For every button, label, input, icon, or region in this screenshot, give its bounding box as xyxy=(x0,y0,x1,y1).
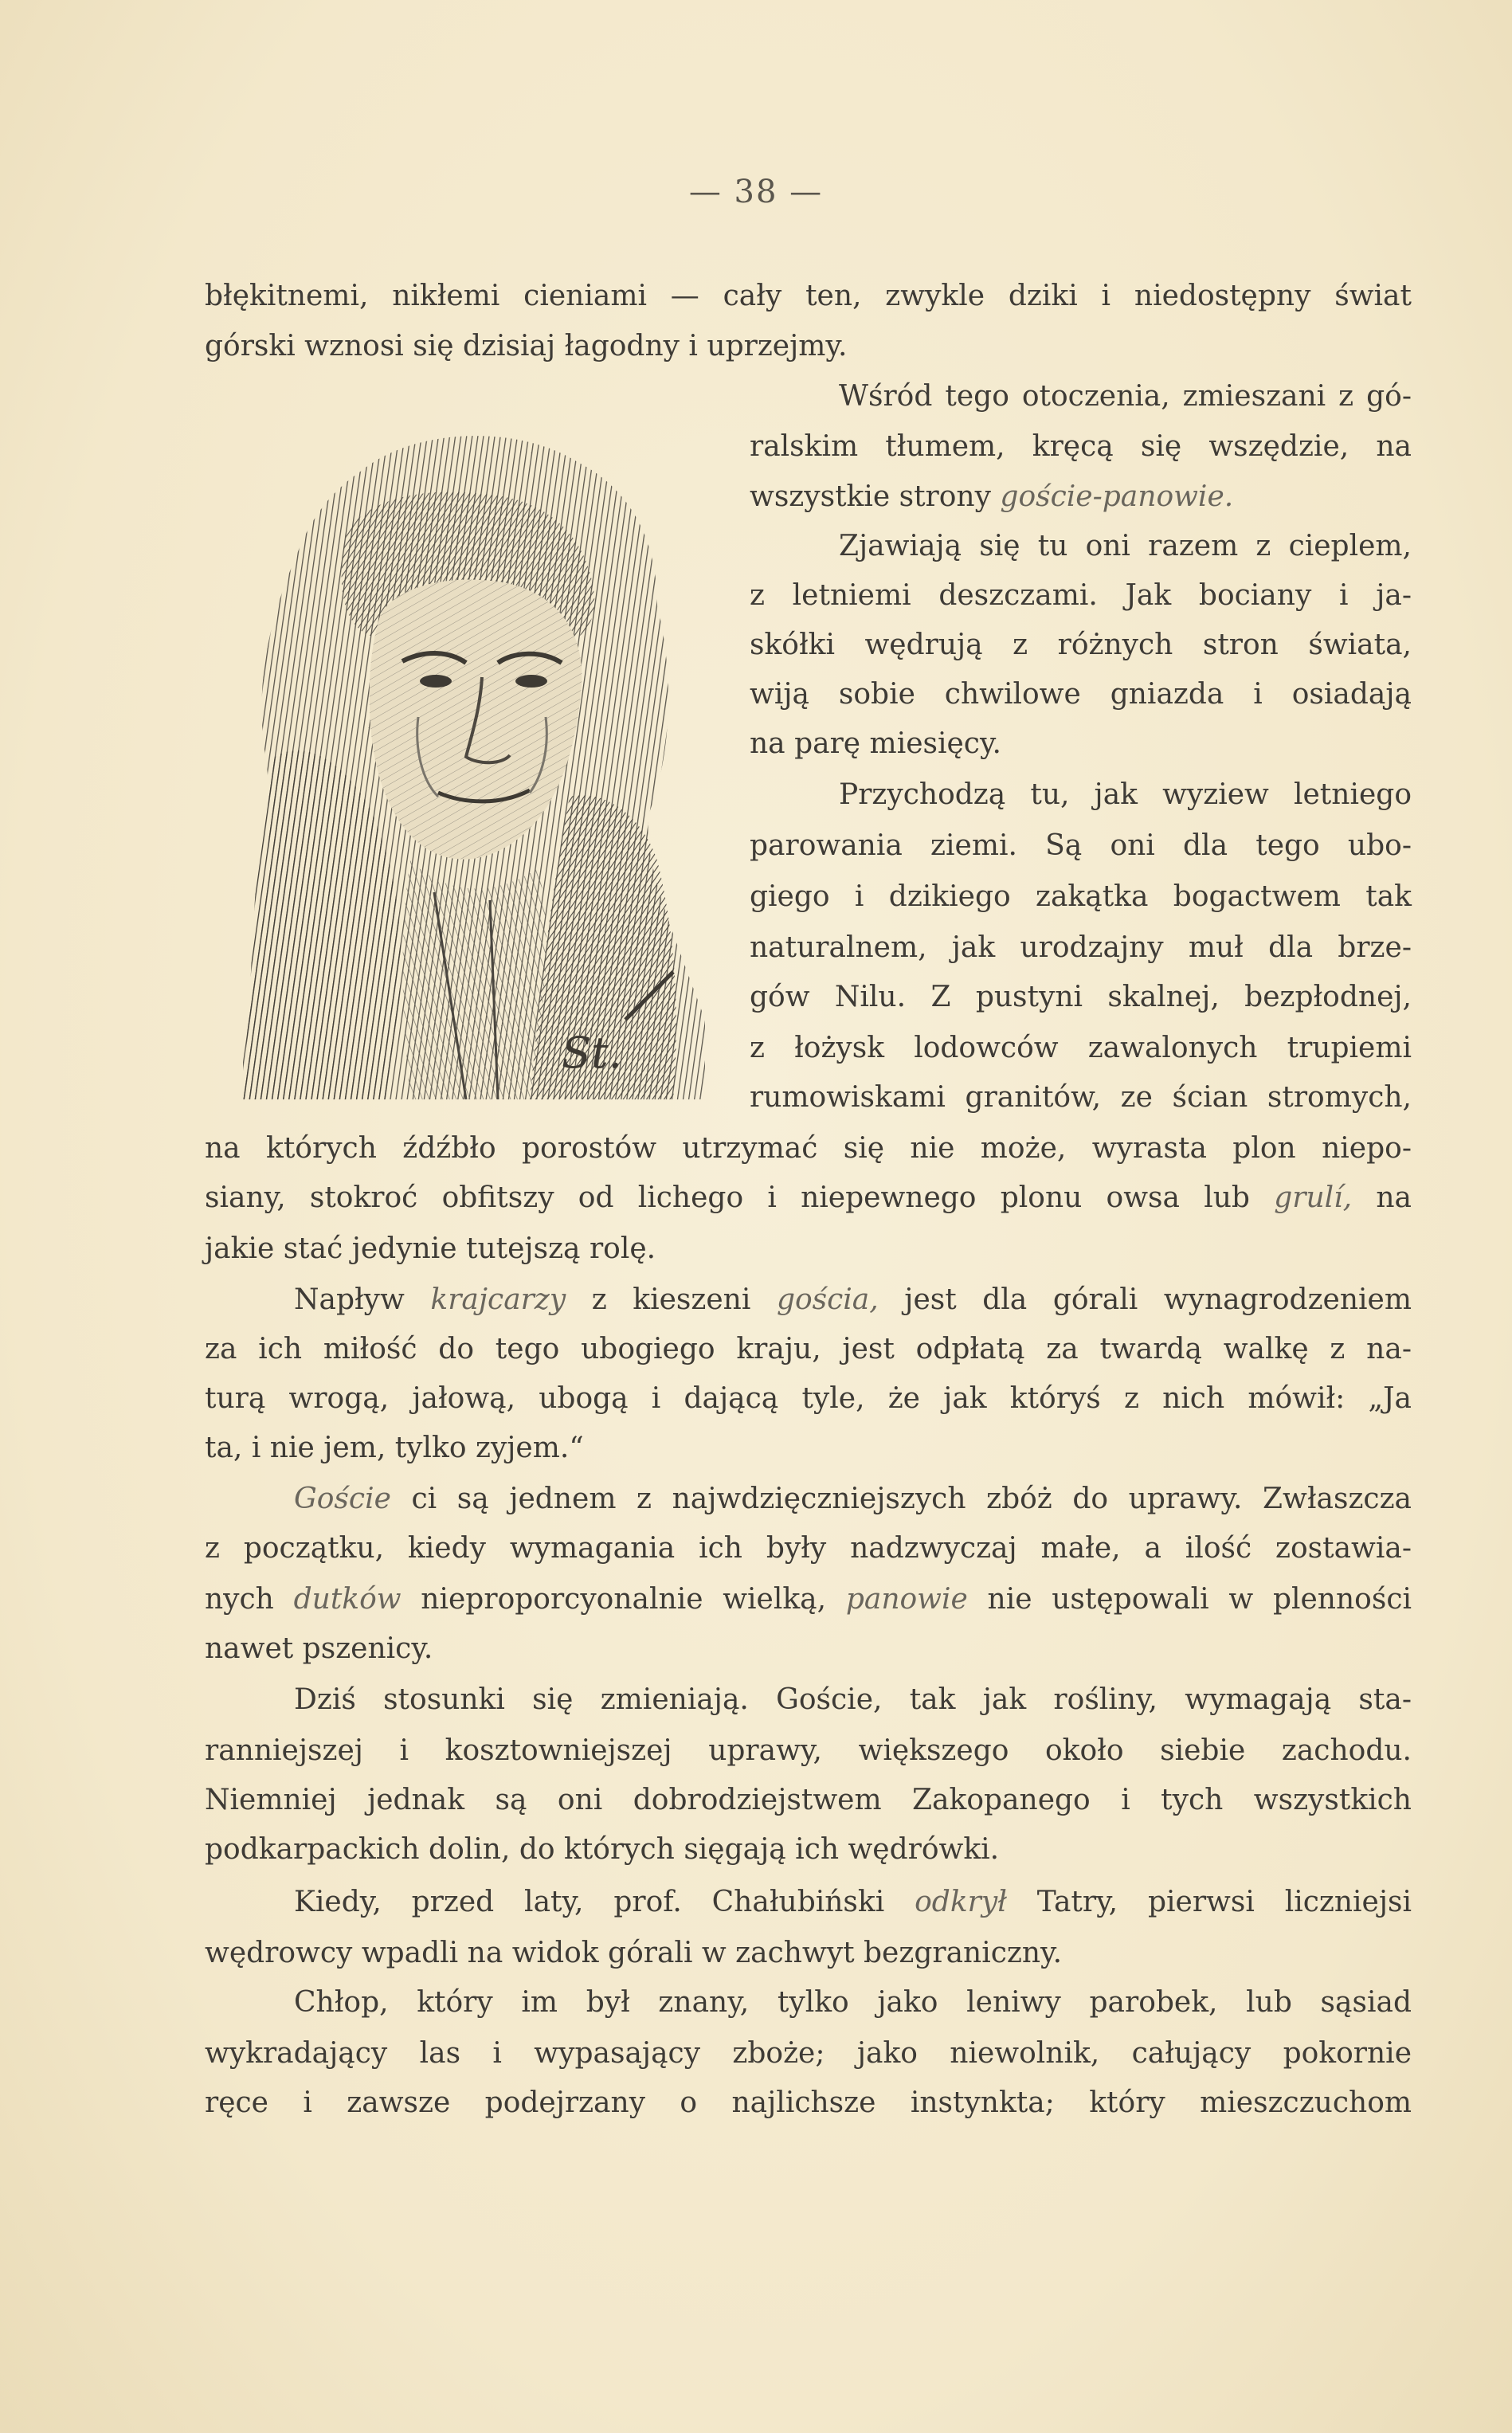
text-segment: nie ustępowali w plenności xyxy=(967,1583,1412,1616)
italic-text: gościa, xyxy=(776,1283,879,1316)
text-segment: ręce i zawsze podejrzany o najlichsze instynkta; który mieszczuchom xyxy=(205,2086,1412,2119)
text-segment: parowania ziemi. Są oni dla tego ubo- xyxy=(750,829,1412,862)
illustration-signature: St. xyxy=(562,1028,622,1078)
text-line xyxy=(205,1531,1412,1566)
text-segment: rumowiskami granitów, ze ścian stromych, xyxy=(750,1081,1412,1114)
text-line xyxy=(750,628,1412,663)
text-segment: z początku, kiedy wymagania ich były nadzwyczaj małe, a ilość zostawia- xyxy=(205,1532,1412,1565)
text-segment: wykradający las i wypasający zboże; jako niewolnik, całujący pokornie xyxy=(205,2037,1412,2070)
text-segment: ranniejszej i kosztowniejszej uprawy, większego około siebie zachodu. xyxy=(205,1734,1412,1767)
text-line xyxy=(205,279,1412,314)
text-line xyxy=(750,778,1412,813)
text-segment: błękitnemi, nikłemi cieniami — cały ten, zwykle dziki i niedostępny świat xyxy=(205,280,1412,312)
italic-text: odkrył xyxy=(915,1886,1007,1918)
text-line xyxy=(205,1131,1412,1166)
text-line xyxy=(205,1582,1412,1617)
text-segment: Wśród tego otoczenia, zmieszani z gó- xyxy=(839,380,1412,413)
text-line xyxy=(205,1936,1412,1971)
text-line xyxy=(205,1683,1412,1718)
text-line xyxy=(750,1031,1412,1066)
text-line xyxy=(750,480,1412,515)
text-line xyxy=(205,1232,1412,1267)
text-segment: ci są jednem z najwdzięczniejszych zbóż do uprawy. Zwłaszcza xyxy=(390,1483,1412,1515)
text-segment: nawet pszenicy. xyxy=(205,1632,433,1665)
text-line xyxy=(750,727,1412,762)
text-line xyxy=(205,1283,1412,1318)
text-line xyxy=(205,1632,1412,1667)
italic-text: panowie xyxy=(845,1583,968,1616)
text-line xyxy=(750,829,1412,864)
text-line xyxy=(205,1431,1412,1466)
text-line xyxy=(205,329,1412,364)
text-segment: wszystkie strony xyxy=(750,480,1001,513)
text-line xyxy=(205,1734,1412,1769)
text-segment: górski wznosi się dzisiaj łagodny i uprzejmy. xyxy=(205,330,848,362)
text-line xyxy=(750,379,1412,414)
text-segment: Dziś stosunki się zmieniają. Goście, tak jak rośliny, wymagają sta- xyxy=(294,1683,1412,1716)
text-segment: na xyxy=(1352,1181,1412,1214)
text-line xyxy=(205,1985,1412,2020)
text-line xyxy=(750,529,1412,564)
text-segment: siany, stokroć obfitszy od lichego i niepewnego plonu owsa lub xyxy=(205,1181,1275,1214)
text-line xyxy=(205,1482,1412,1517)
text-line xyxy=(750,930,1412,966)
text-segment: Niemniej jednak są oni dobrodziejstwem Zakopanego i tych wszystkich xyxy=(205,1784,1412,1816)
text-segment: nych xyxy=(205,1583,294,1616)
text-line xyxy=(205,1381,1412,1416)
italic-text: Goście xyxy=(294,1483,391,1515)
text-segment: ta, i nie jem, tylko zyjem.“ xyxy=(205,1432,584,1464)
text-segment: gów Nilu. Z pustyni skalnej, bezpłodnej, xyxy=(750,981,1412,1013)
text-segment: na których źdźbło porostów utrzymać się nie może, wyrasta plon niepo- xyxy=(205,1132,1412,1165)
text-line xyxy=(750,980,1412,1015)
text-segment: Napływ xyxy=(294,1283,431,1316)
page-number: — 38 — xyxy=(688,174,824,210)
italic-text: goście-panowie. xyxy=(1000,480,1234,513)
text-segment: na parę miesięcy. xyxy=(750,727,1001,760)
text-segment: z letniemi deszczami. Jak bociany i ja- xyxy=(750,579,1412,612)
text-segment: giego i dzikiego zakątka bogactwem tak xyxy=(750,880,1412,913)
text-line xyxy=(750,429,1412,464)
text-segment: turą wrogą, jałową, ubogą i dającą tyle, że jak któryś z nich mówił: „Ja xyxy=(205,1382,1412,1415)
text-line xyxy=(205,1181,1412,1216)
text-segment: Chłop, który im był znany, tylko jako leniwy parobek, lub sąsiad xyxy=(294,1986,1412,2019)
text-segment: naturalnem, jak urodzajny muł dla brze- xyxy=(750,931,1412,964)
text-segment: wędrowcy wpadli na widok górali w zachwyt bezgraniczny. xyxy=(205,1937,1063,1969)
text-segment: Przychodzą tu, jak wyziew letniego xyxy=(839,778,1412,811)
text-line xyxy=(750,880,1412,915)
text-line xyxy=(750,578,1412,613)
text-segment: skółki wędrują z różnych stron świata, xyxy=(750,629,1412,661)
italic-text: dutków xyxy=(293,1583,402,1616)
text-segment: Tatry, pierwsi liczniejsi xyxy=(1006,1886,1412,1918)
text-line xyxy=(205,1783,1412,1818)
text-line xyxy=(205,1832,1412,1867)
text-segment: z łożysk lodowców zawalonych trupiemi xyxy=(750,1032,1412,1064)
text-line xyxy=(750,677,1412,712)
text-segment: podkarpackich dolin, do których sięgają ich wędrówki. xyxy=(205,1833,1000,1866)
text-segment: Kiedy, przed laty, prof. Chałubiński xyxy=(294,1886,915,1918)
text-segment: Zjawiają się tu oni razem z cieplem, xyxy=(839,530,1412,562)
text-line xyxy=(205,2036,1412,2071)
text-segment: ralskim tłumem, kręcą się wszędzie, na xyxy=(750,430,1412,463)
italic-text: krajcarzy xyxy=(430,1283,566,1316)
text-segment: z kieszeni xyxy=(566,1283,777,1316)
text-segment: za ich miłość do tego ubogiego kraju, jest odpłatą za twardą walkę z na- xyxy=(205,1333,1412,1365)
text-line xyxy=(750,1080,1412,1115)
text-line xyxy=(205,2086,1412,2121)
text-segment: wiją sobie chwilowe gniazda i osiadają xyxy=(750,678,1412,711)
text-segment: jest dla górali wynagrodzeniem xyxy=(878,1283,1412,1316)
italic-text: grulí, xyxy=(1274,1181,1353,1214)
text-line xyxy=(205,1885,1412,1920)
text-segment: nieproporcyonalnie wielką, xyxy=(401,1583,846,1616)
text-line xyxy=(205,1332,1412,1367)
text-segment: jakie stać jedynie tutejszą rolę. xyxy=(205,1232,656,1265)
portrait-illustration xyxy=(227,414,721,1099)
